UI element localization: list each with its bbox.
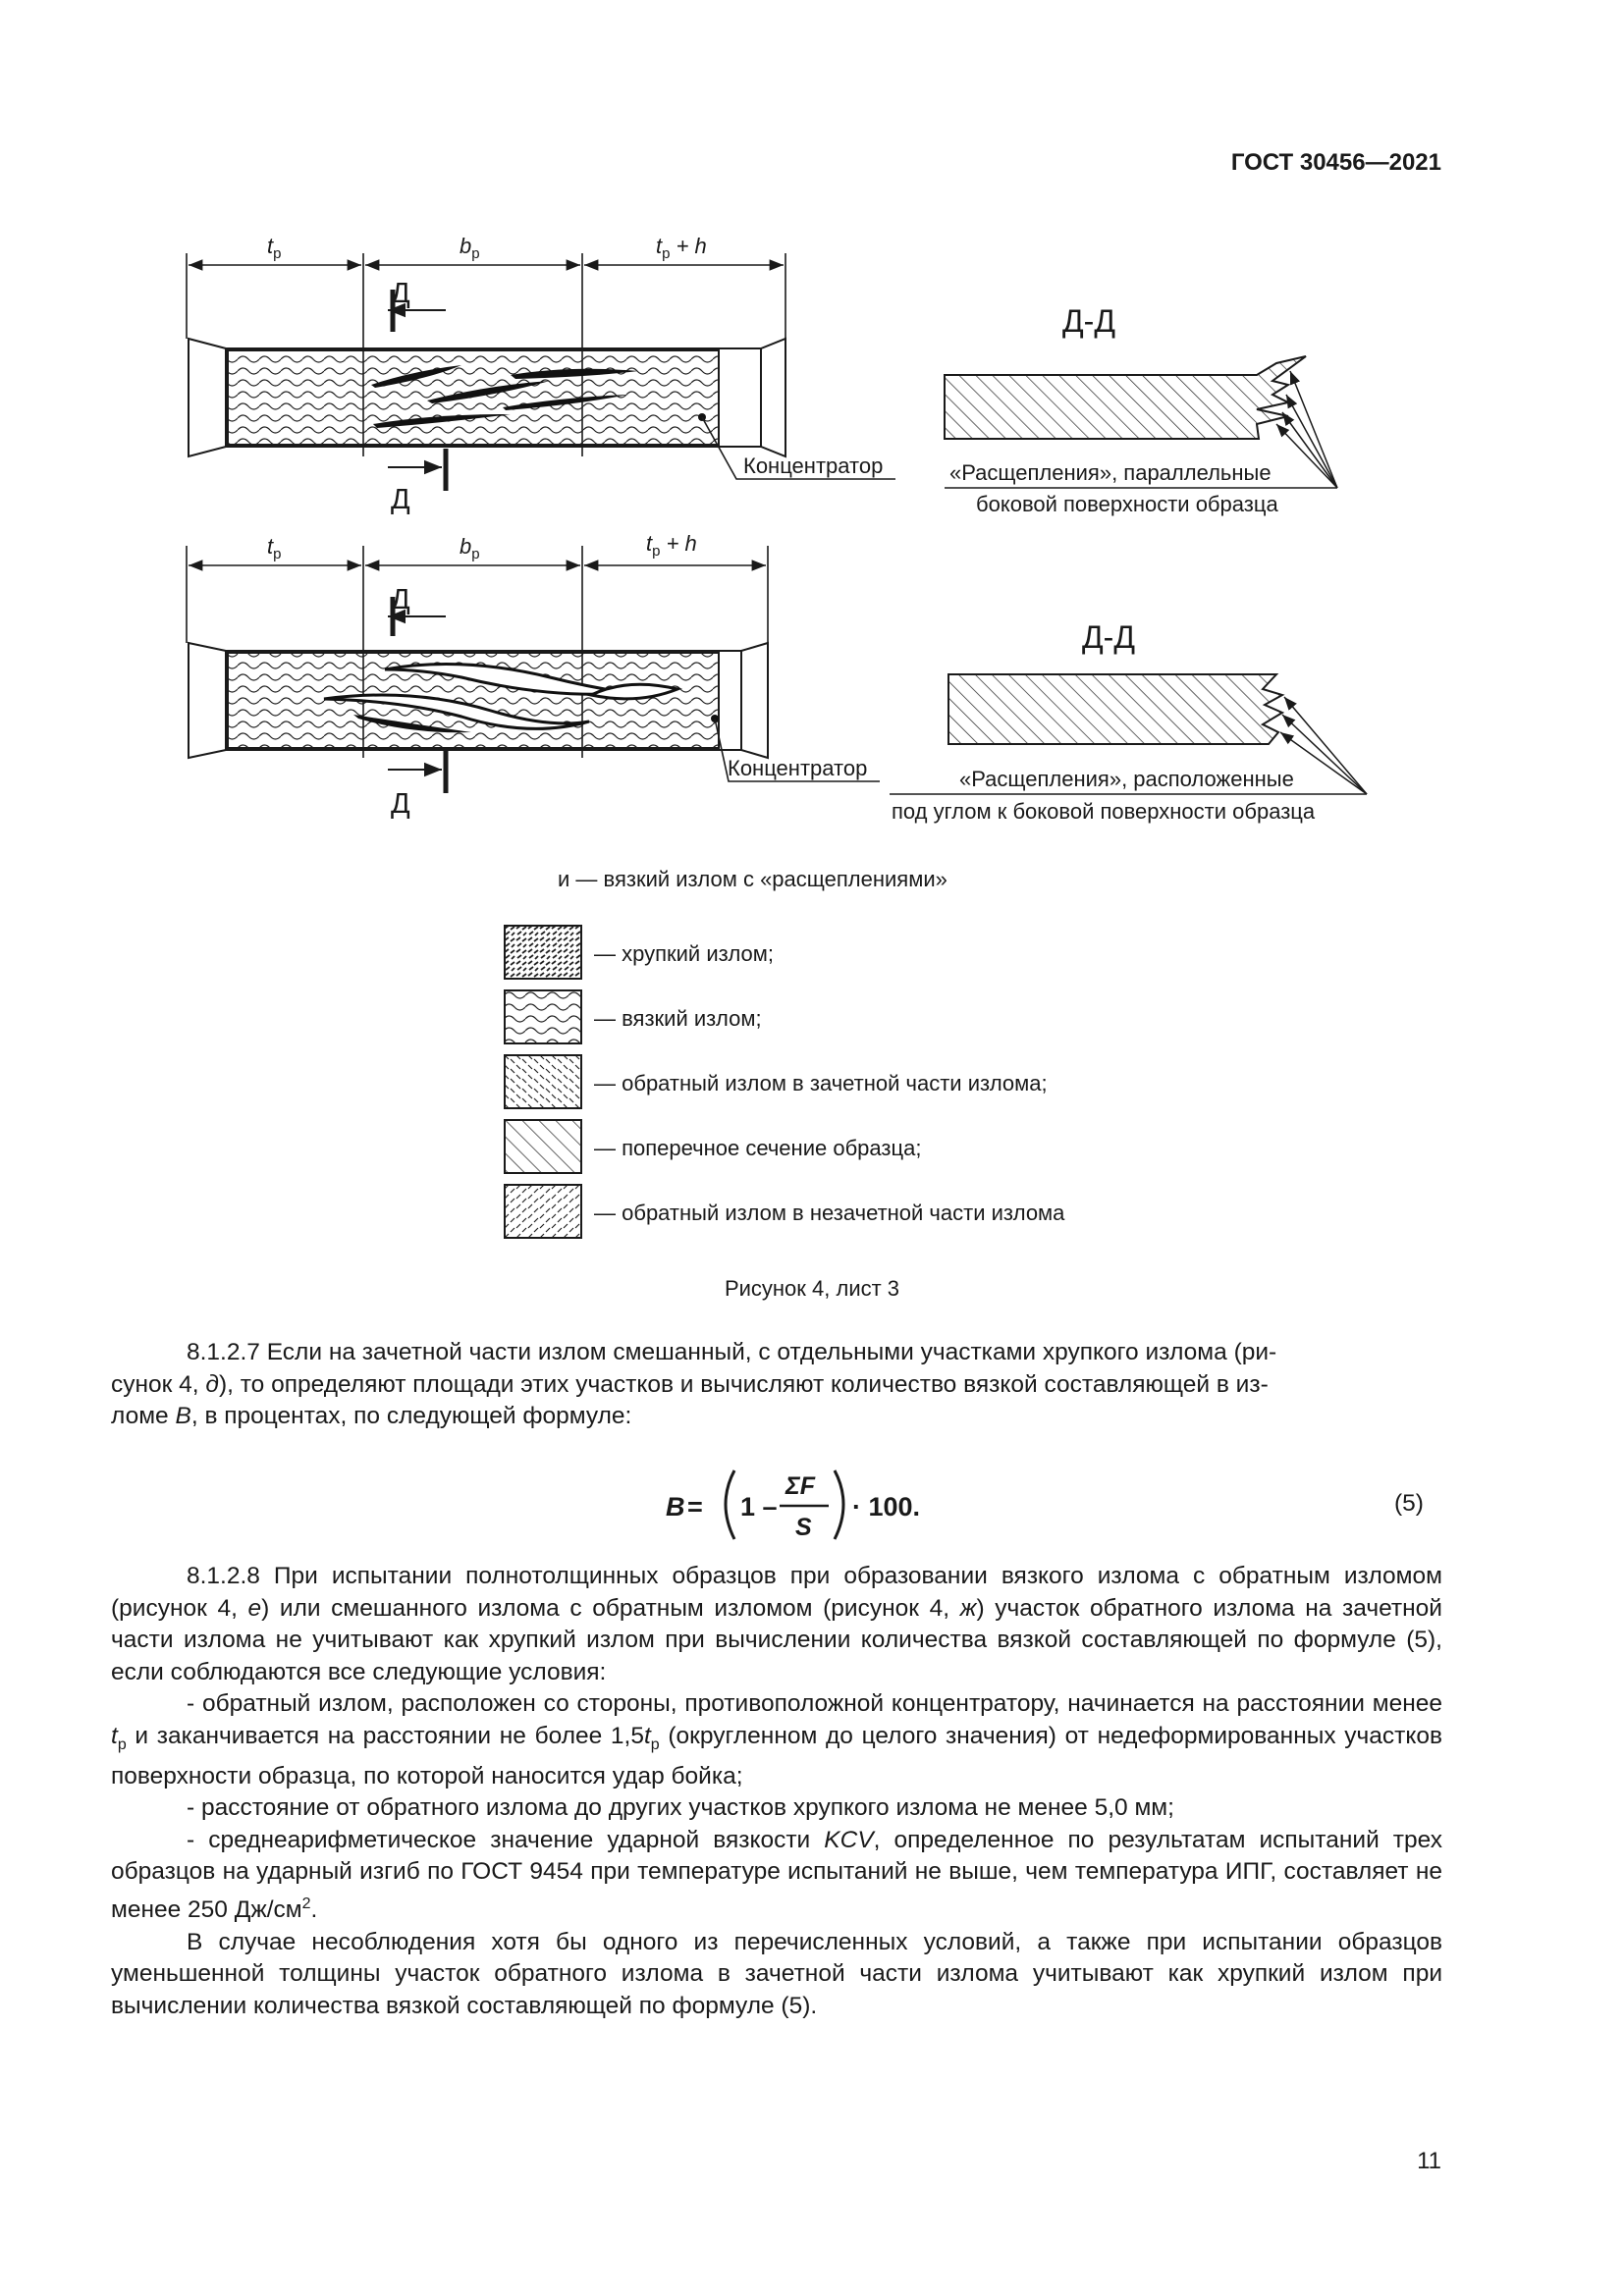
dim-tph-bottom: $t_р + h$ [646, 531, 697, 560]
section-mark-top-upper: Д [391, 278, 410, 309]
dim-bp-bottom: $b_р$ [460, 534, 480, 562]
legend-label-reverse-out: — обратный излом в незачетной части излома [594, 1201, 1065, 1225]
legend-ductile [504, 989, 1250, 1044]
figure-subcaption: и — вязкий излом с «расщеплениями» [558, 867, 947, 891]
standard-header: ГОСТ 30456—2021 [1230, 149, 1441, 176]
svg-text:ΣF: ΣF [785, 1472, 816, 1500]
p1-line-1: 8.1.2.7 Если на зачетной части излом смешанный, с отдельными участками хрупкого излома (ри- [187, 1339, 1277, 1365]
legend-reverse [504, 1054, 1250, 1109]
dim-tph-top: $t_р + h$ [656, 234, 707, 262]
section-title-bottom: Д-Д [1082, 619, 1135, 655]
legend-label-reverse: — обратный излом в зачетной части излома; [594, 1071, 1048, 1095]
top-specimen [187, 234, 1337, 516]
section-mark-bottom-lower: Д [391, 788, 410, 820]
dim-tp-top: $t_р$ [267, 234, 282, 262]
formula-number: (5) [1394, 1490, 1424, 1517]
concentrator-label-top: Концентратор [743, 454, 884, 478]
svg-text:S: S [795, 1514, 812, 1541]
svg-text:1 –: 1 – [740, 1492, 778, 1522]
legend-label-brittle: — хрупкий излом; [594, 941, 775, 966]
legend-swatch-reverse-out [504, 1184, 582, 1239]
p1-line-2: сунок 4, д), то определяют площади этих участков и вычисляют количество вязкой составляющей в из- [111, 1370, 1269, 1398]
section-mark-bottom-upper: Д [391, 584, 410, 615]
dim-tp-bottom: $t_р$ [267, 534, 282, 562]
splits-label-top-2: боковой поверхности образца [976, 492, 1278, 516]
splits-label-bottom-1: «Расщепления», расположенные [959, 767, 1294, 791]
figure-caption: Рисунок 4, лист 3 [724, 1276, 900, 1301]
p1-line-3: ломе B, в процентах, по следующей формуле: [111, 1403, 632, 1429]
legend-swatch-ductile [504, 989, 582, 1044]
legend-swatch-brittle [504, 925, 582, 980]
p2: 8.1.2.8 При испытании полнотолщинных образцов при образовании вязкого излома с обратным изломом (рисунок 4, е) или смешанного излома с обратным изломом (рисунок 4, ж) участок обратного излома на зачетной части излома не учитывают как хрупкий излом при вычислении количества вязкой составляющей по формуле (5), если соблюдаются все следующие условия: [111, 1563, 1442, 1685]
splits-label-top-1: «Расщепления», параллельные [949, 460, 1272, 485]
paragraph-8-1-2-8 [111, 1561, 1442, 2022]
svg-text:=: = [687, 1492, 703, 1522]
svg-text:B: B [666, 1492, 685, 1522]
legend-label-ductile: — вязкий излом; [594, 1006, 762, 1031]
legend-section [504, 1119, 1250, 1174]
paragraph-non-compliance: В случае несоблюдения хотя бы одного из перечисленных условий, а также при испытании образцов уменьшенной толщины участок обратного излома в зачетной части излома учитывают как хрупкий излом при вычислении количества вязкой составляющей по формуле (5). [111, 1928, 1442, 2019]
section-mark-top-lower: Д [391, 484, 410, 515]
legend-swatch-reverse [504, 1054, 582, 1109]
paragraph-8-1-2-7 [111, 1337, 1442, 1433]
condition-3: - среднеарифметическое значение ударной вязкости KCV, определенное по результатам испытаний трех образцов на ударный изгиб по ГОСТ 9454 при температуре испытаний не выше, чем температура ИПГ, составляет не менее 250 $Дж/см^2$. [111, 1826, 1442, 1924]
condition-1: - обратный излом, расположен со стороны, противоположной концентратору, начинается на расстоянии менее $t_р$ и заканчивается на расстоянии не более $1,5t_р$ (округленном до целого значения) от недеформированных участков поверхности образца, по которой наносится удар бойка; [111, 1690, 1442, 1789]
legend-reverse-out [504, 1184, 1250, 1239]
condition-2: - расстояние от обратного излома до других участков хрупкого излома не менее 5,0 мм; [187, 1794, 1174, 1822]
legend-brittle [504, 925, 1250, 980]
legend-label-section: — поперечное сечение образца; [594, 1136, 922, 1160]
dim-bp-top: $b_р$ [460, 234, 480, 262]
splits-label-bottom-2: под углом к боковой поверхности образца [892, 799, 1316, 824]
svg-text:· 100.: · 100. [852, 1492, 921, 1522]
formula-5 [648, 1461, 972, 1547]
bottom-specimen [187, 531, 1367, 824]
legend-swatch-section [504, 1119, 582, 1174]
page-number: 11 [1417, 2148, 1441, 2174]
section-title-top: Д-Д [1062, 303, 1115, 339]
concentrator-label-bottom: Концентратор [728, 756, 868, 780]
